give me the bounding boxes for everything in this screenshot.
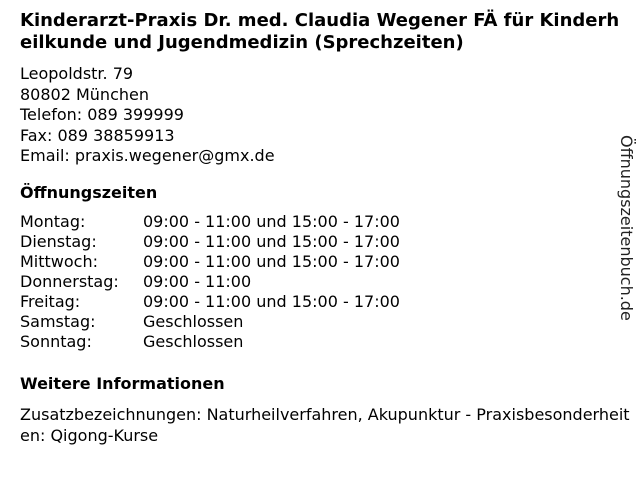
fax-line: Fax: 089 38859913	[20, 125, 175, 145]
day-label: Mittwoch:	[20, 252, 98, 271]
time-value: 09:00 - 11:00 und 15:00 - 17:00	[143, 232, 400, 251]
hours-row	[20, 232, 400, 252]
hours-row	[20, 332, 400, 352]
street-line: Leopoldstr. 79	[20, 64, 134, 83]
info-heading: Weitere Informationen	[20, 374, 225, 393]
email-line: Email: praxis.wegener@gmx.de	[20, 146, 275, 165]
city-line: 80802 München	[20, 84, 149, 104]
time-value: Geschlossen	[143, 312, 244, 331]
day-label: Sonntag:	[20, 332, 92, 351]
hours-row	[20, 312, 400, 332]
hours-row	[20, 252, 400, 272]
info-text: Zusatzbezeichnungen: Naturheilverfahren, Akupunktur - Praxisbesonderheiten: Qigong-Kurse	[20, 405, 630, 445]
day-label: Donnerstag:	[20, 272, 119, 291]
phone-line: Telefon: 089 399999	[20, 105, 184, 124]
address-block	[20, 64, 275, 167]
hours-row	[20, 212, 400, 232]
day-label: Dienstag:	[20, 232, 97, 251]
hours-row	[20, 292, 400, 312]
side-watermark-label: Öffnungszeitenbuch.de	[617, 135, 636, 321]
hours-heading: Öffnungszeiten	[20, 183, 158, 202]
day-label: Samstag:	[20, 312, 96, 331]
day-label: Montag:	[20, 212, 86, 231]
time-value: 09:00 - 11:00 und 15:00 - 17:00	[143, 292, 400, 311]
time-value: 09:00 - 11:00 und 15:00 - 17:00	[143, 252, 400, 271]
hours-row	[20, 272, 400, 292]
time-value: Geschlossen	[143, 332, 244, 351]
hours-table	[20, 212, 400, 352]
time-value: 09:00 - 11:00	[143, 272, 252, 291]
time-value: 09:00 - 11:00 und 15:00 - 17:00	[143, 212, 400, 231]
page-title: Kinderarzt-Praxis Dr. med. Claudia Wegener FÄ für Kinderheilkunde und Jugendmedizin (Sprechzeiten)	[20, 10, 620, 53]
day-label: Freitag:	[20, 292, 81, 311]
